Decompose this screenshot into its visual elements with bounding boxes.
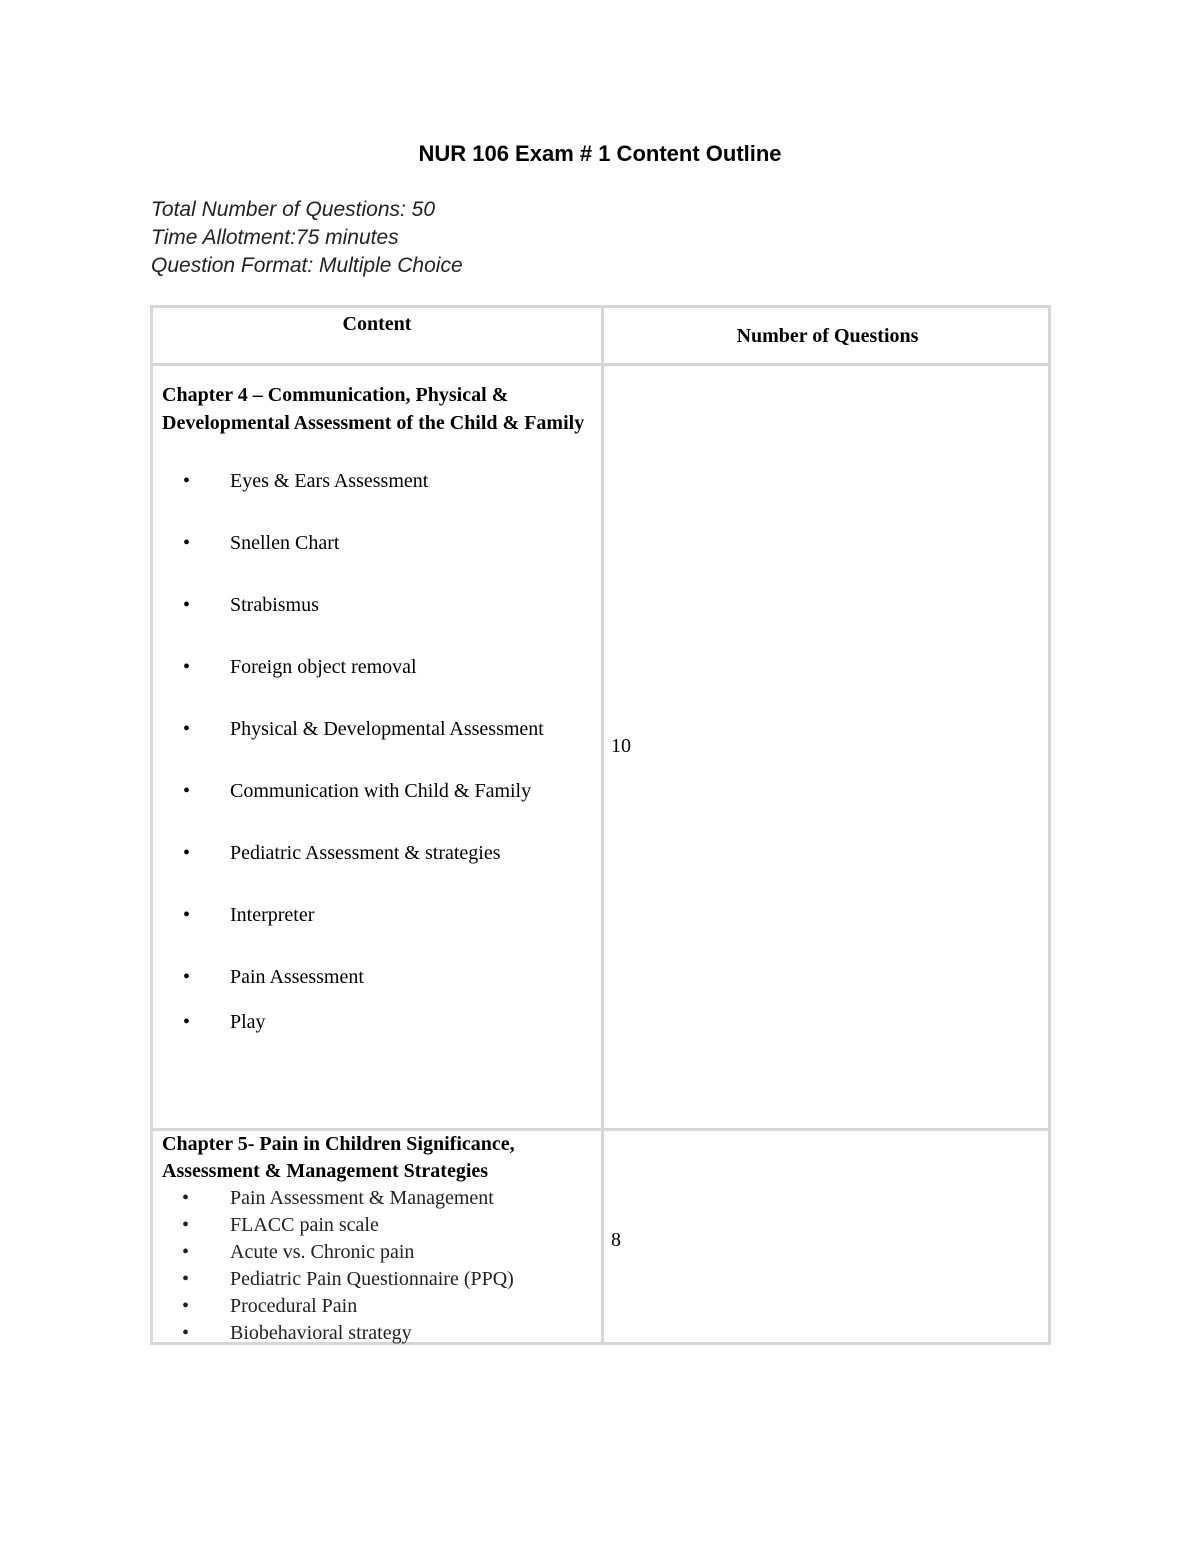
list-item xyxy=(162,901,597,929)
bullet-icon: • xyxy=(183,780,191,802)
chapter-5-topic-list xyxy=(162,1185,597,1347)
time-allotment-line: Time Allotment:75 minutes xyxy=(151,226,399,249)
document-title: NUR 106 Exam # 1 Content Outline xyxy=(418,141,782,166)
list-item xyxy=(162,1293,597,1320)
list-item xyxy=(162,591,597,619)
chapter-4-content-cell xyxy=(162,381,597,1053)
list-item xyxy=(162,839,597,867)
question-format-line: Question Format: Multiple Choice xyxy=(151,254,463,277)
bullet-icon: • xyxy=(182,1214,190,1236)
chapter-5-question-count: 8 xyxy=(611,1229,621,1251)
list-item-label: Eyes & Ears Assessment xyxy=(230,470,429,492)
list-item-label: Procedural Pain xyxy=(230,1295,358,1317)
list-item xyxy=(162,963,597,991)
list-item-label: Pain Assessment & Management xyxy=(230,1187,494,1209)
list-item xyxy=(162,1008,597,1036)
list-item-label: Communication with Child & Family xyxy=(230,780,532,802)
bullet-icon: • xyxy=(182,1322,190,1344)
chapter-4-question-count: 10 xyxy=(611,735,631,757)
bullet-icon: • xyxy=(183,904,191,926)
list-item xyxy=(162,467,597,495)
list-item-label: Foreign object removal xyxy=(230,656,417,678)
content-outline-table xyxy=(150,305,1051,1345)
bullet-icon: • xyxy=(183,594,191,616)
list-item xyxy=(162,777,597,805)
list-item-label: Pediatric Assessment & strategies xyxy=(230,842,501,864)
total-questions-line: Total Number of Questions: 50 xyxy=(151,198,436,221)
list-item xyxy=(162,1320,597,1347)
bullet-icon: • xyxy=(183,1011,191,1033)
bullet-icon: • xyxy=(183,532,191,554)
bullet-icon: • xyxy=(182,1241,190,1263)
chapter-4-heading: Chapter 4 – Communication, Physical & Developmental Assessment of the Child & Family xyxy=(162,384,585,434)
header-content: Content xyxy=(342,313,412,335)
list-item xyxy=(162,715,597,743)
list-item-label: Interpreter xyxy=(230,904,315,926)
chapter-5-content-cell xyxy=(162,1131,597,1347)
column-divider xyxy=(601,308,604,1342)
list-item xyxy=(162,653,597,681)
list-item-label: Play xyxy=(230,1011,266,1033)
list-item xyxy=(162,529,597,557)
list-item xyxy=(162,1266,597,1293)
bullet-icon: • xyxy=(182,1295,190,1317)
exam-meta xyxy=(151,196,463,280)
bullet-icon: • xyxy=(182,1268,190,1290)
bullet-icon: • xyxy=(183,470,191,492)
list-item-label: Physical & Developmental Assessment xyxy=(230,718,544,740)
list-item xyxy=(162,1185,597,1212)
list-item-label: Strabismus xyxy=(230,594,319,616)
bullet-icon: • xyxy=(183,656,191,678)
list-item-label: Acute vs. Chronic pain xyxy=(230,1241,415,1263)
bullet-icon: • xyxy=(182,1187,190,1209)
list-item-label: Snellen Chart xyxy=(230,532,340,554)
list-item xyxy=(162,1239,597,1266)
list-item-label: Pain Assessment xyxy=(230,966,364,988)
header-row-divider xyxy=(153,363,1048,366)
chapter-5-heading: Chapter 5- Pain in Children Significance, Assessment & Management Strategies xyxy=(162,1133,515,1182)
list-item-label: FLACC pain scale xyxy=(230,1214,379,1236)
bullet-icon: • xyxy=(183,966,191,988)
list-item xyxy=(162,1212,597,1239)
list-item-label: Pediatric Pain Questionnaire (PPQ) xyxy=(230,1268,514,1290)
bullet-icon: • xyxy=(183,718,191,740)
bullet-icon: • xyxy=(183,842,191,864)
chapter-4-topic-list xyxy=(162,467,597,1036)
header-number-of-questions: Number of Questions xyxy=(736,325,919,347)
list-item-label: Biobehavioral strategy xyxy=(230,1322,412,1344)
